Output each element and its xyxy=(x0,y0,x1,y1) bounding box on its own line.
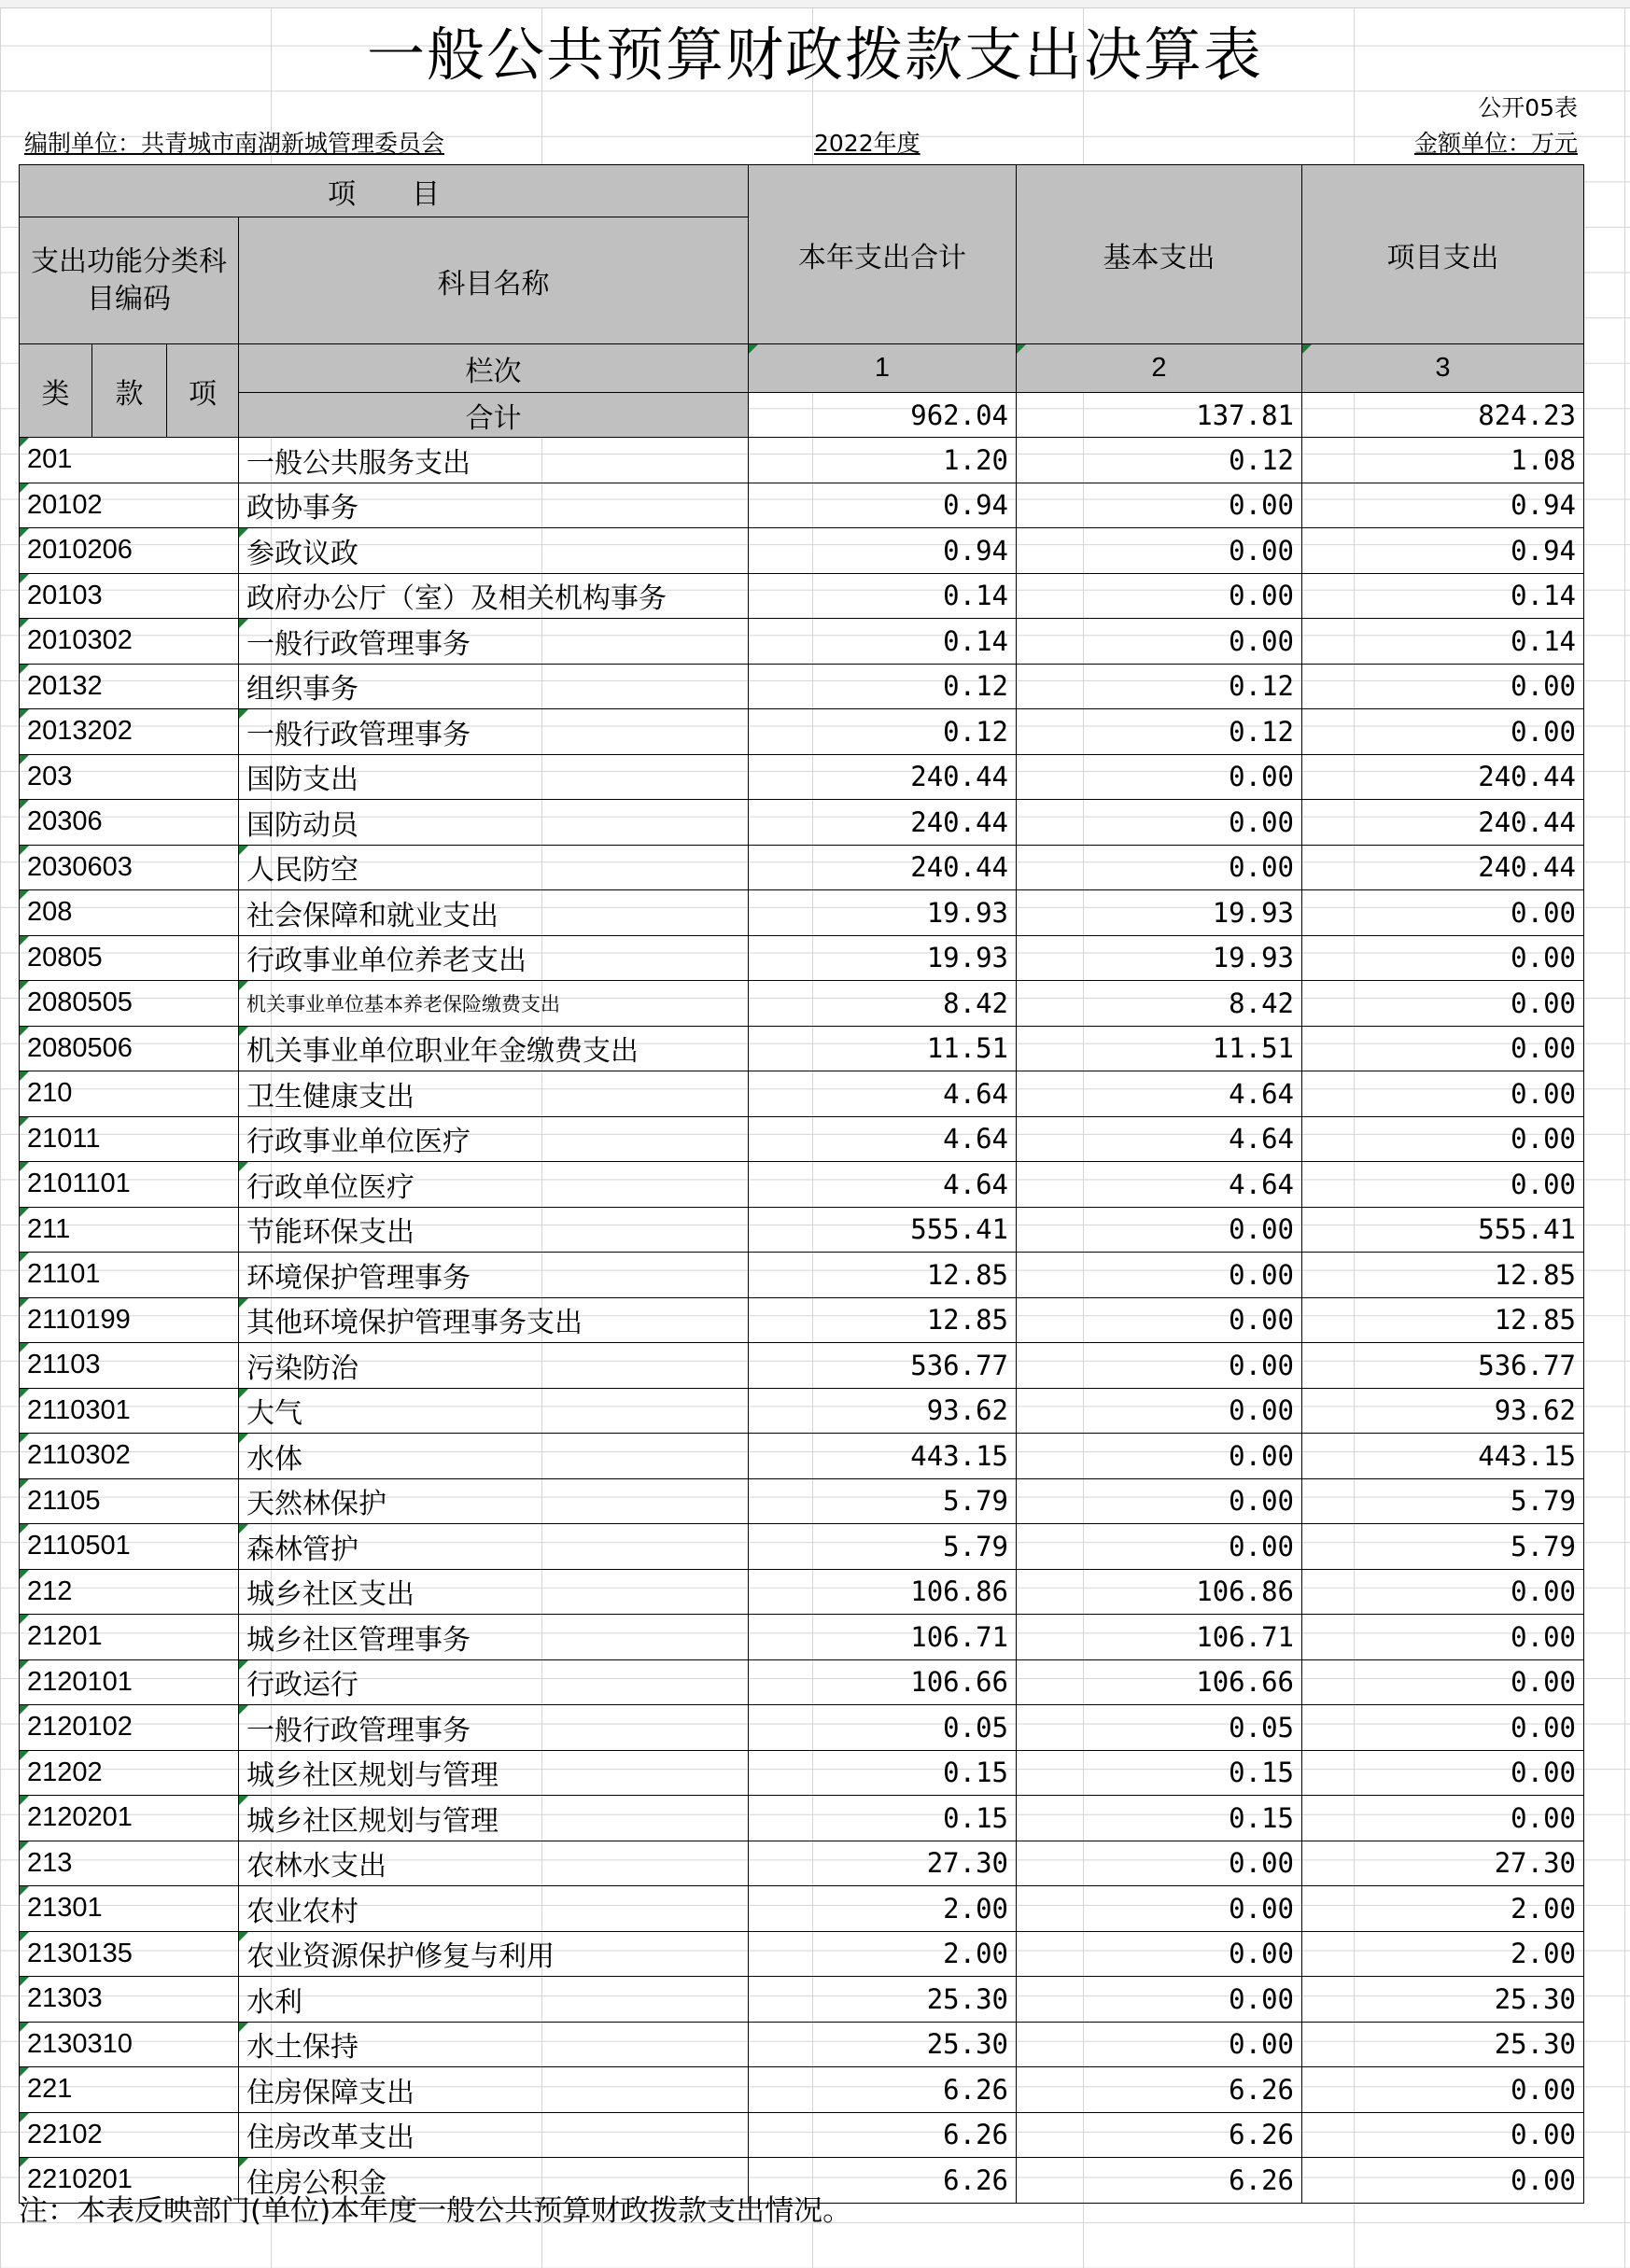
amount-total: 106.86 xyxy=(749,1569,1017,1615)
amount-project: 0.14 xyxy=(1302,573,1584,619)
subject-code: 201 xyxy=(20,438,239,483)
subject-code: 2120102 xyxy=(20,1705,239,1751)
subject-code: 21201 xyxy=(20,1615,239,1660)
amount-project: 0.00 xyxy=(1302,709,1584,755)
total-basic: 137.81 xyxy=(1017,393,1302,438)
amount-basic: 0.00 xyxy=(1017,1886,1302,1932)
table-row xyxy=(20,573,1584,619)
amount-basic: 6.26 xyxy=(1017,2067,1302,2113)
amount-project: 12.85 xyxy=(1302,1297,1584,1343)
amount-project: 0.00 xyxy=(1302,1026,1584,1071)
amount-total: 5.79 xyxy=(749,1524,1017,1570)
col-project-header: 项目支出 xyxy=(1302,165,1584,344)
reporting-unit: 编制单位：共青城市南湖新城管理委员会 xyxy=(24,130,445,157)
amount-total: 106.66 xyxy=(749,1659,1017,1705)
amount-project: 0.00 xyxy=(1302,981,1584,1027)
amount-basic: 0.00 xyxy=(1017,1434,1302,1479)
subject-code: 2110302 xyxy=(20,1434,239,1479)
subject-code: 208 xyxy=(20,890,239,936)
subject-code: 211 xyxy=(20,1207,239,1253)
subject-name: 其他环境保护管理事务支出 xyxy=(239,1297,749,1343)
table-row xyxy=(20,1343,1584,1389)
amount-total: 0.05 xyxy=(749,1705,1017,1751)
expenditure-table xyxy=(19,164,1584,2204)
subject-name: 卫生健康支出 xyxy=(239,1071,749,1117)
table-row xyxy=(20,619,1584,665)
amount-total: 8.42 xyxy=(749,981,1017,1027)
amount-project: 0.00 xyxy=(1302,1796,1584,1841)
amount-project: 0.00 xyxy=(1302,890,1584,936)
amount-total: 2.00 xyxy=(749,1886,1017,1932)
amount-basic: 4.64 xyxy=(1017,1116,1302,1162)
amount-basic: 0.15 xyxy=(1017,1796,1302,1841)
amount-project: 0.00 xyxy=(1302,1162,1584,1208)
subject-code: 2110199 xyxy=(20,1297,239,1343)
table-row xyxy=(20,1750,1584,1796)
table-row xyxy=(20,1478,1584,1524)
amount-basic: 6.26 xyxy=(1017,2112,1302,2158)
kuan-header: 款 xyxy=(92,344,167,438)
amount-total: 2.00 xyxy=(749,1931,1017,1977)
amount-basic: 0.00 xyxy=(1017,1388,1302,1434)
amount-basic: 19.93 xyxy=(1017,890,1302,936)
table-row xyxy=(20,754,1584,800)
item-header: 项 目 xyxy=(20,165,749,217)
amount-total: 443.15 xyxy=(749,1434,1017,1479)
subject-name: 行政事业单位医疗 xyxy=(239,1116,749,1162)
subject-code: 2080506 xyxy=(20,1026,239,1071)
amount-project: 0.00 xyxy=(1302,1659,1584,1705)
amount-basic: 0.00 xyxy=(1017,754,1302,800)
currency-unit: 金额单位：万元 xyxy=(1413,130,1578,157)
amount-project: 240.44 xyxy=(1302,800,1584,846)
amount-total: 4.64 xyxy=(749,1162,1017,1208)
subject-name: 行政运行 xyxy=(239,1659,749,1705)
amount-total: 0.94 xyxy=(749,483,1017,528)
table-row xyxy=(20,709,1584,755)
amount-basic: 0.00 xyxy=(1017,845,1302,890)
fiscal-year: 2022年度 xyxy=(814,130,920,157)
subject-name: 机关事业单位基本养老保险缴费支出 xyxy=(239,981,749,1027)
amount-total: 555.41 xyxy=(749,1207,1017,1253)
total-project: 824.23 xyxy=(1302,393,1584,438)
table-row xyxy=(20,1886,1584,1932)
amount-total: 6.26 xyxy=(749,2112,1017,2158)
subject-code: 2120201 xyxy=(20,1796,239,1841)
amount-project: 443.15 xyxy=(1302,1434,1584,1479)
table-row xyxy=(20,1841,1584,1886)
total-sum: 962.04 xyxy=(749,393,1017,438)
subject-code: 20102 xyxy=(20,483,239,528)
total-label: 合计 xyxy=(239,393,749,438)
amount-total: 93.62 xyxy=(749,1388,1017,1434)
table-row xyxy=(20,438,1584,483)
amount-basic: 0.00 xyxy=(1017,1931,1302,1977)
subject-code: 2130135 xyxy=(20,1931,239,1977)
table-row xyxy=(20,935,1584,981)
table-row xyxy=(20,1615,1584,1660)
amount-total: 0.15 xyxy=(749,1796,1017,1841)
amount-total: 0.14 xyxy=(749,573,1017,619)
amount-basic: 19.93 xyxy=(1017,935,1302,981)
amount-total: 0.94 xyxy=(749,528,1017,574)
amount-basic: 0.00 xyxy=(1017,573,1302,619)
code-group-header: 支出功能分类科目编码 xyxy=(20,217,239,344)
amount-project: 0.00 xyxy=(1302,2067,1584,2113)
col-total-header: 本年支出合计 xyxy=(749,165,1017,344)
subject-name: 节能环保支出 xyxy=(239,1207,749,1253)
table-row xyxy=(20,1796,1584,1841)
amount-total: 1.20 xyxy=(749,438,1017,483)
amount-project: 1.08 xyxy=(1302,438,1584,483)
subject-code: 2120101 xyxy=(20,1659,239,1705)
subject-name: 社会保障和就业支出 xyxy=(239,890,749,936)
amount-basic: 0.05 xyxy=(1017,1705,1302,1751)
amount-basic: 0.00 xyxy=(1017,1977,1302,2023)
amount-total: 240.44 xyxy=(749,800,1017,846)
amount-total: 240.44 xyxy=(749,754,1017,800)
table-row xyxy=(20,800,1584,846)
amount-total: 6.26 xyxy=(749,2067,1017,2113)
amount-basic: 11.51 xyxy=(1017,1026,1302,1071)
subject-name: 农业资源保护修复与利用 xyxy=(239,1931,749,1977)
subject-code: 22102 xyxy=(20,2112,239,2158)
subject-name: 天然林保护 xyxy=(239,1478,749,1524)
subject-name: 环境保护管理事务 xyxy=(239,1253,749,1298)
subject-code: 221 xyxy=(20,2067,239,2113)
subject-name: 城乡社区规划与管理 xyxy=(239,1750,749,1796)
amount-total: 25.30 xyxy=(749,1977,1017,2023)
table-row xyxy=(20,528,1584,574)
subject-name: 住房公积金 xyxy=(239,2158,749,2204)
table-row xyxy=(20,1659,1584,1705)
subject-code: 20805 xyxy=(20,935,239,981)
amount-total: 0.12 xyxy=(749,664,1017,709)
amount-total: 4.64 xyxy=(749,1116,1017,1162)
amount-basic: 0.15 xyxy=(1017,1750,1302,1796)
subject-name: 城乡社区规划与管理 xyxy=(239,1796,749,1841)
xiang-header: 项 xyxy=(167,344,239,438)
amount-project: 12.85 xyxy=(1302,1253,1584,1298)
table-row xyxy=(20,2022,1584,2067)
subject-name: 水利 xyxy=(239,1977,749,2023)
subject-code: 2210201 xyxy=(20,2158,239,2204)
table-row xyxy=(20,1524,1584,1570)
amount-project: 93.62 xyxy=(1302,1388,1584,1434)
table-row xyxy=(20,1388,1584,1434)
subject-name: 住房保障支出 xyxy=(239,2067,749,2113)
subject-name: 农业农村 xyxy=(239,1886,749,1932)
subject-name: 住房改革支出 xyxy=(239,2112,749,2158)
subject-name: 一般行政管理事务 xyxy=(239,709,749,755)
subject-code: 2130310 xyxy=(20,2022,239,2067)
amount-total: 0.14 xyxy=(749,619,1017,665)
amount-project: 0.00 xyxy=(1302,2112,1584,2158)
subject-code: 2010206 xyxy=(20,528,239,574)
table-row xyxy=(20,1434,1584,1479)
subject-code: 2010302 xyxy=(20,619,239,665)
subject-code: 203 xyxy=(20,754,239,800)
amount-project: 0.00 xyxy=(1302,1116,1584,1162)
amount-basic: 0.00 xyxy=(1017,619,1302,665)
table-row xyxy=(20,1569,1584,1615)
subject-name: 政府办公厅（室）及相关机构事务 xyxy=(239,573,749,619)
subject-code: 2013202 xyxy=(20,709,239,755)
table-row xyxy=(20,1207,1584,1253)
amount-basic: 4.64 xyxy=(1017,1071,1302,1117)
subject-name: 水体 xyxy=(239,1434,749,1479)
amount-basic: 0.12 xyxy=(1017,438,1302,483)
table-row xyxy=(20,2112,1584,2158)
amount-project: 0.00 xyxy=(1302,935,1584,981)
subject-code: 20306 xyxy=(20,800,239,846)
amount-project: 0.94 xyxy=(1302,528,1584,574)
table-row xyxy=(20,483,1584,528)
amount-total: 6.26 xyxy=(749,2158,1017,2204)
subject-name: 一般行政管理事务 xyxy=(239,619,749,665)
table-row xyxy=(20,1931,1584,1977)
table-row xyxy=(20,1116,1584,1162)
table-row xyxy=(20,1297,1584,1343)
subject-name-header: 科目名称 xyxy=(239,217,749,344)
subject-code: 2080505 xyxy=(20,981,239,1027)
amount-basic: 0.00 xyxy=(1017,1253,1302,1298)
subject-code: 20132 xyxy=(20,664,239,709)
amount-basic: 106.71 xyxy=(1017,1615,1302,1660)
subject-name: 国防动员 xyxy=(239,800,749,846)
subject-code: 21105 xyxy=(20,1478,239,1524)
table-row xyxy=(20,1705,1584,1751)
subject-code: 213 xyxy=(20,1841,239,1886)
amount-project: 0.00 xyxy=(1302,1615,1584,1660)
subject-code: 20103 xyxy=(20,573,239,619)
col-number-3: 3 xyxy=(1302,344,1584,393)
amount-project: 2.00 xyxy=(1302,1931,1584,1977)
amount-total: 12.85 xyxy=(749,1253,1017,1298)
amount-basic: 8.42 xyxy=(1017,981,1302,1027)
table-row xyxy=(20,981,1584,1027)
subject-name: 城乡社区管理事务 xyxy=(239,1615,749,1660)
amount-project: 0.00 xyxy=(1302,664,1584,709)
amount-total: 12.85 xyxy=(749,1297,1017,1343)
amount-total: 19.93 xyxy=(749,890,1017,936)
amount-total: 0.12 xyxy=(749,709,1017,755)
subject-name: 行政单位医疗 xyxy=(239,1162,749,1208)
amount-basic: 0.00 xyxy=(1017,2022,1302,2067)
subject-name: 行政事业单位养老支出 xyxy=(239,935,749,981)
lei-header: 类 xyxy=(20,344,92,438)
amount-project: 0.00 xyxy=(1302,1569,1584,1615)
subject-name: 森林管护 xyxy=(239,1524,749,1570)
subject-name: 国防支出 xyxy=(239,754,749,800)
amount-project: 0.00 xyxy=(1302,1750,1584,1796)
amount-project: 5.79 xyxy=(1302,1524,1584,1570)
amount-total: 25.30 xyxy=(749,2022,1017,2067)
subject-name: 政协事务 xyxy=(239,483,749,528)
subject-code: 212 xyxy=(20,1569,239,1615)
amount-project: 555.41 xyxy=(1302,1207,1584,1253)
amount-total: 4.64 xyxy=(749,1071,1017,1117)
table-row xyxy=(20,1253,1584,1298)
col-number-2: 2 xyxy=(1017,344,1302,393)
subject-code: 21011 xyxy=(20,1116,239,1162)
amount-project: 25.30 xyxy=(1302,2022,1584,2067)
table-row xyxy=(20,1071,1584,1117)
amount-total: 27.30 xyxy=(749,1841,1017,1886)
amount-basic: 0.00 xyxy=(1017,1524,1302,1570)
table-row xyxy=(20,664,1584,709)
subject-name: 大气 xyxy=(239,1388,749,1434)
amount-project: 5.79 xyxy=(1302,1478,1584,1524)
table-row xyxy=(20,890,1584,936)
amount-project: 0.94 xyxy=(1302,483,1584,528)
subject-name: 机关事业单位职业年金缴费支出 xyxy=(239,1026,749,1071)
table-row xyxy=(20,2067,1584,2113)
table-row xyxy=(20,845,1584,890)
amount-project: 0.00 xyxy=(1302,2158,1584,2204)
amount-total: 536.77 xyxy=(749,1343,1017,1389)
amount-project: 0.00 xyxy=(1302,1705,1584,1751)
subject-code: 21202 xyxy=(20,1750,239,1796)
amount-total: 19.93 xyxy=(749,935,1017,981)
page-title: 一般公共预算财政拨款支出决算表 xyxy=(366,21,1263,89)
col-basic-header: 基本支出 xyxy=(1017,165,1302,344)
amount-basic: 0.00 xyxy=(1017,528,1302,574)
subject-code: 2110301 xyxy=(20,1388,239,1434)
row-label-header: 栏次 xyxy=(239,344,749,393)
amount-basic: 0.00 xyxy=(1017,1841,1302,1886)
amount-project: 240.44 xyxy=(1302,754,1584,800)
amount-project: 0.14 xyxy=(1302,619,1584,665)
subject-name: 一般行政管理事务 xyxy=(239,1705,749,1751)
amount-basic: 0.00 xyxy=(1017,1297,1302,1343)
amount-total: 5.79 xyxy=(749,1478,1017,1524)
amount-basic: 0.00 xyxy=(1017,1478,1302,1524)
subject-name: 水土保持 xyxy=(239,2022,749,2067)
footnote: 注：本表反映部门(单位)本年度一般公共预算财政拨款支出情况。 xyxy=(19,2194,852,2228)
amount-basic: 0.00 xyxy=(1017,1207,1302,1253)
amount-basic: 0.12 xyxy=(1017,709,1302,755)
amount-project: 536.77 xyxy=(1302,1343,1584,1389)
table-row xyxy=(20,1977,1584,2023)
subject-name: 一般公共服务支出 xyxy=(239,438,749,483)
subject-code: 2101101 xyxy=(20,1162,239,1208)
subject-name: 污染防治 xyxy=(239,1343,749,1389)
subject-name: 农林水支出 xyxy=(239,1841,749,1886)
amount-basic: 0.00 xyxy=(1017,800,1302,846)
table-row xyxy=(20,1026,1584,1071)
column-header-strip xyxy=(0,0,1630,8)
subject-code: 21101 xyxy=(20,1253,239,1298)
amount-project: 2.00 xyxy=(1302,1886,1584,1932)
amount-total: 240.44 xyxy=(749,845,1017,890)
subject-code: 21301 xyxy=(20,1886,239,1932)
amount-total: 106.71 xyxy=(749,1615,1017,1660)
amount-project: 240.44 xyxy=(1302,845,1584,890)
subject-code: 2110501 xyxy=(20,1524,239,1570)
subject-code: 2030603 xyxy=(20,845,239,890)
col-number-1: 1 xyxy=(749,344,1017,393)
subject-name: 组织事务 xyxy=(239,664,749,709)
amount-basic: 106.86 xyxy=(1017,1569,1302,1615)
table-row xyxy=(20,1162,1584,1208)
form-number: 公开05表 xyxy=(1478,94,1578,121)
amount-basic: 0.00 xyxy=(1017,483,1302,528)
amount-project: 0.00 xyxy=(1302,1071,1584,1117)
amount-total: 11.51 xyxy=(749,1026,1017,1071)
amount-basic: 6.26 xyxy=(1017,2158,1302,2204)
amount-basic: 0.12 xyxy=(1017,664,1302,709)
subject-name: 城乡社区支出 xyxy=(239,1569,749,1615)
subject-code: 210 xyxy=(20,1071,239,1117)
amount-basic: 0.00 xyxy=(1017,1343,1302,1389)
amount-project: 27.30 xyxy=(1302,1841,1584,1886)
subject-code: 21103 xyxy=(20,1343,239,1389)
subject-code: 21303 xyxy=(20,1977,239,2023)
amount-project: 25.30 xyxy=(1302,1977,1584,2023)
amount-basic: 4.64 xyxy=(1017,1162,1302,1208)
amount-basic: 106.66 xyxy=(1017,1659,1302,1705)
subject-name: 参政议政 xyxy=(239,528,749,574)
amount-total: 0.15 xyxy=(749,1750,1017,1796)
subject-name: 人民防空 xyxy=(239,845,749,890)
